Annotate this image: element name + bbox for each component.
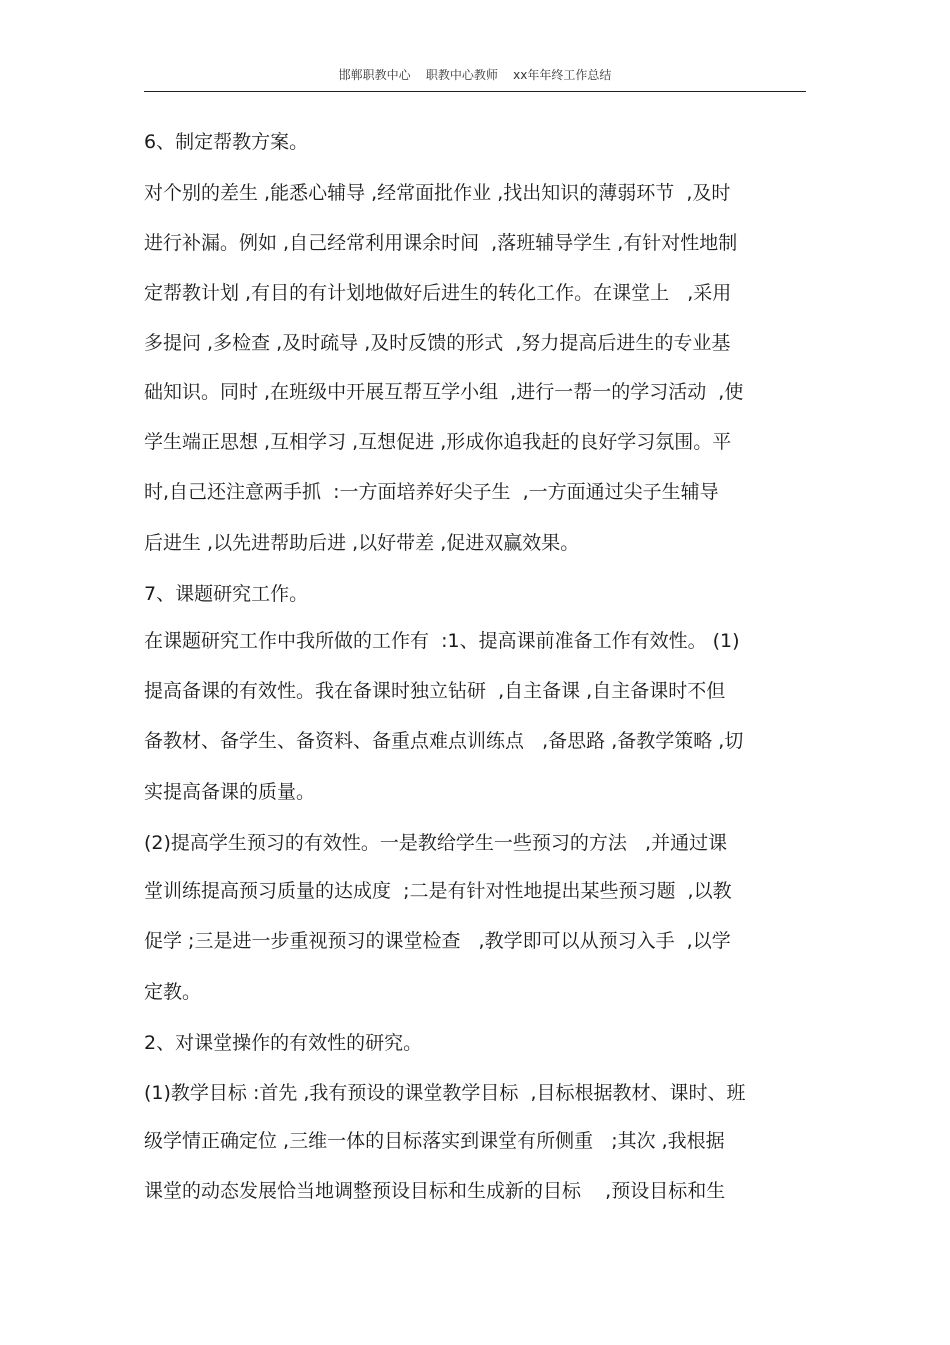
body-line: 础知识。同时 ,在班级中开展互帮互学小组 ,进行一帮一的学习活动 ,使 — [144, 381, 744, 403]
body-line: 对个别的差生 ,能悉心辅导 ,经常面批作业 ,找出知识的薄弱环节 ,及时 — [144, 182, 731, 204]
body-line: 课堂的动态发展恰当地调整预设目标和生成新的目标 ,预设目标和生 — [144, 1180, 726, 1202]
body-line: 后进生 ,以先进帮助后进 ,以好带差 ,促进双赢效果。 — [144, 532, 580, 554]
body-line: 级学情正确定位 ,三维一体的目标落实到课堂有所侧重 ;其次 ,我根据 — [144, 1130, 725, 1152]
page-header: 邯郸职教中心 职教中心教师 xx年年终工作总结 — [338, 68, 612, 82]
body-line: (1)教学目标 :首先 ,我有预设的课堂教学目标 ,目标根据教材、课时、班 — [144, 1082, 746, 1104]
body-line: 实提高备课的质量。 — [144, 781, 316, 803]
body-line: (2)提高学生预习的有效性。一是教给学生一些预习的方法 ,并通过课 — [144, 832, 728, 854]
body-line: 备教材、备学生、备资料、备重点难点训练点 ,备思路 ,备教学策略 ,切 — [144, 730, 744, 752]
body-line: 学生端正思想 ,互相学习 ,互想促进 ,形成你追我赶的良好学习氛围。平 — [144, 431, 732, 453]
body-line: 提高备课的有效性。我在备课时独立钻研 ,自主备课 ,自主备课时不但 — [144, 680, 726, 702]
body-line: 多提问 ,多检查 ,及时疏导 ,及时反馈的形式 ,努力提高后进生的专业基 — [144, 332, 731, 354]
body-line: 定帮教计划 ,有目的有计划地做好后进生的转化工作。在课堂上 ,采用 — [144, 282, 732, 304]
body-line: 在课题研究工作中我所做的工作有 :1、提高课前准备工作有效性。 (1) — [144, 630, 740, 652]
body-line: 进行补漏。例如 ,自己经常利用课余时间 ,落班辅导学生 ,有针对性地制 — [144, 232, 738, 254]
body-line: 时,自己还注意两手抓 :一方面培养好尖子生 ,一方面通过尖子生辅导 — [144, 481, 719, 503]
heading-7: 7、课题研究工作。 — [144, 583, 309, 605]
body-line: 促学 ;三是进一步重视预习的课堂检查 ,教学即可以从预习入手 ,以学 — [144, 930, 731, 952]
body-line: 堂训练提高预习质量的达成度 ;二是有针对性地提出某些预习题 ,以教 — [144, 880, 732, 902]
body-line: 定教。 — [144, 981, 202, 1003]
heading-6: 6、制定帮教方案。 — [144, 131, 309, 153]
header-divider — [144, 91, 806, 92]
subheading-2: 2、对课堂操作的有效性的研究。 — [144, 1032, 423, 1054]
